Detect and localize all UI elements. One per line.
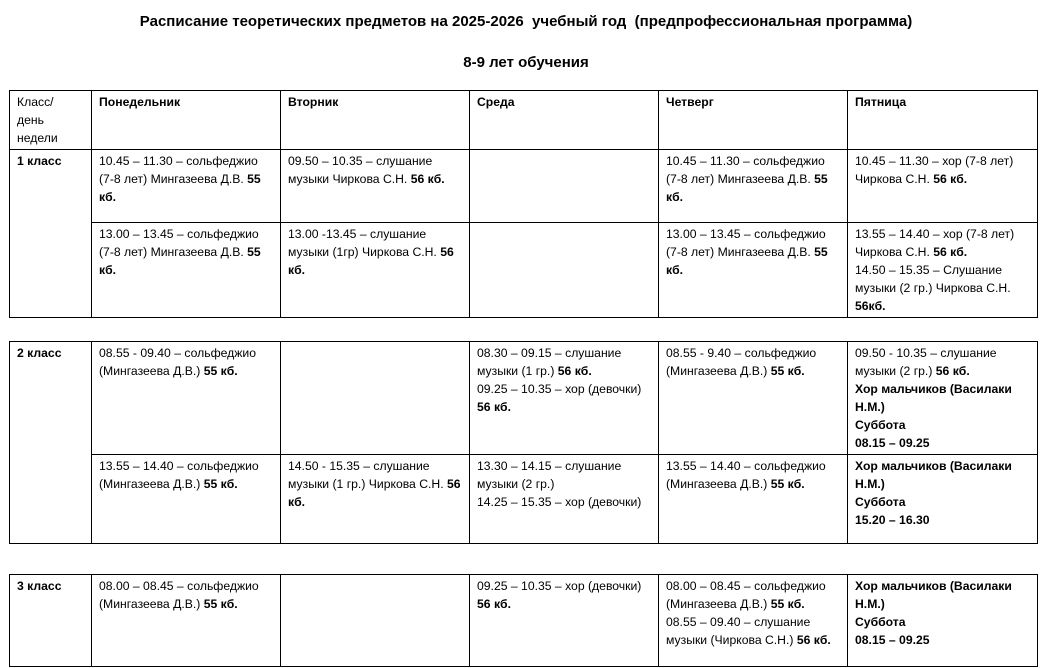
schedule-text: 08.00 – 08.45 – сольфеджио (Мингазеева Д.В.) bbox=[99, 579, 259, 611]
schedule-bold-text: Хор мальчиков (Василаки Н.М.) bbox=[855, 459, 1012, 491]
schedule-bold-text: 55 кб. bbox=[203, 364, 238, 378]
schedule-text: 09.50 – 10.35 – слушание музыки Чиркова С.Н. bbox=[288, 154, 433, 186]
day-header-monday: Понедельник bbox=[92, 91, 281, 150]
schedule-text: 09.25 – 10.35 – хор (девочки) bbox=[477, 579, 642, 593]
schedule-text: 10.45 – 11.30 – хор (7-8 лет) Чиркова С.Н. bbox=[855, 154, 1014, 186]
day-header-thursday: Четверг bbox=[659, 91, 848, 150]
schedule-bold-text: Хор мальчиков (Василаки Н.М.) bbox=[855, 382, 1012, 414]
schedule-bold-text: 15.20 – 16.30 bbox=[855, 513, 930, 527]
schedule-cell bbox=[848, 342, 1038, 455]
schedule-cell bbox=[659, 455, 848, 544]
schedule-bold-text: 08.15 – 09.25 bbox=[855, 436, 930, 450]
schedule-cell bbox=[281, 342, 470, 455]
schedule-cell bbox=[281, 150, 470, 223]
schedule-cell bbox=[92, 223, 281, 318]
schedule-text: 13.30 – 14.15 – слушание музыки (2 гр.) bbox=[477, 459, 622, 491]
page-subtitle: 8-9 лет обучения bbox=[463, 54, 589, 71]
schedule-cell bbox=[470, 223, 659, 318]
schedule-cell bbox=[92, 150, 281, 223]
schedule-table-grade-1 bbox=[9, 90, 1038, 318]
day-header-friday: Пятница bbox=[848, 91, 1038, 150]
schedule-text: 08.55 – 09.40 – слушание музыки (Чиркова С.Н.) bbox=[666, 615, 811, 647]
schedule-bold-text: 55 кб. bbox=[203, 597, 238, 611]
schedule-cell bbox=[848, 150, 1038, 223]
schedule-row bbox=[10, 342, 1038, 455]
schedule-row bbox=[10, 150, 1038, 223]
schedule-table-grade-2 bbox=[9, 341, 1038, 544]
schedule-text: 13.00 – 13.45 – сольфеджио (7-8 лет) Мингазеева Д.В. bbox=[666, 227, 826, 259]
schedule-text: 08.55 - 09.40 – сольфеджио (Мингазеева Д.В.) bbox=[99, 346, 256, 378]
schedule-bold-text: 55 кб. bbox=[99, 172, 261, 204]
schedule-cell bbox=[92, 575, 281, 667]
schedule-cell bbox=[659, 575, 848, 667]
corner-label-line: Класс/ bbox=[17, 95, 54, 109]
schedule-bold-text: 55 кб. bbox=[770, 364, 805, 378]
schedule-table-grade-3 bbox=[9, 574, 1038, 667]
schedule-text: 13.00 – 13.45 – сольфеджио (7-8 лет) Мингазеева Д.В. bbox=[99, 227, 259, 259]
schedule-text: 13.55 – 14.40 – хор (7-8 лет) Чиркова С.Н. bbox=[855, 227, 1015, 259]
schedule-bold-text: 56 кб. bbox=[288, 477, 461, 509]
schedule-bold-text: 55 кб. bbox=[99, 245, 261, 277]
schedule-cell bbox=[92, 342, 281, 455]
schedule-cell bbox=[281, 455, 470, 544]
schedule-bold-text: 56 кб. bbox=[933, 172, 968, 186]
day-header-wednesday: Среда bbox=[470, 91, 659, 150]
schedule-text: 08.55 - 9.40 – сольфеджио (Мингазеева Д.В.) bbox=[666, 346, 817, 378]
schedule-bold-text: Суббота bbox=[855, 418, 906, 432]
schedule-row bbox=[10, 223, 1038, 318]
corner-header-cell bbox=[10, 91, 92, 150]
schedule-cell bbox=[659, 342, 848, 455]
schedule-bold-text: 56кб. bbox=[855, 299, 886, 313]
schedule-text: 09.50 - 10.35 – слушание музыки (2 гр.) bbox=[855, 346, 997, 378]
schedule-bold-text: 08.15 – 09.25 bbox=[855, 633, 930, 647]
corner-label-line: недели bbox=[17, 131, 58, 145]
schedule-bold-text: 55 кб. bbox=[666, 245, 828, 277]
corner-label-line: день bbox=[17, 113, 44, 127]
schedule-cell bbox=[470, 342, 659, 455]
grade-label: 3 класс bbox=[10, 575, 92, 667]
schedule-bold-text: 56 кб. bbox=[557, 364, 592, 378]
schedule-text: 14.50 – 15.35 – Слушание музыки (2 гр.) Чиркова С.Н. bbox=[855, 263, 1011, 295]
schedule-bold-text: Суббота bbox=[855, 495, 906, 509]
schedule-row bbox=[10, 455, 1038, 544]
schedule-cell bbox=[848, 455, 1038, 544]
schedule-cell bbox=[659, 223, 848, 318]
schedule-row bbox=[10, 575, 1038, 667]
header-row bbox=[10, 91, 1038, 150]
schedule-bold-text: 56 кб. bbox=[796, 633, 831, 647]
schedule-bold-text: 56 кб. bbox=[410, 172, 445, 186]
schedule-text: 10.45 – 11.30 – сольфеджио (7-8 лет) Мингазеева Д.В. bbox=[99, 154, 258, 186]
page-title: Расписание теоретических предметов на 2025-2026 учебный год (предпрофессиональная программа) bbox=[139, 13, 913, 30]
schedule-cell bbox=[281, 223, 470, 318]
schedule-cell bbox=[92, 455, 281, 544]
schedule-text: 13.55 – 14.40 – сольфеджио (Мингазеева Д.В.) bbox=[666, 459, 826, 491]
schedule-bold-text: 56 кб. bbox=[477, 597, 511, 611]
schedule-bold-text: Хор мальчиков (Василаки Н.М.) bbox=[855, 579, 1012, 611]
schedule-bold-text: 55 кб. bbox=[666, 172, 828, 204]
schedule-text: 14.25 – 15.35 – хор (девочки) bbox=[477, 495, 642, 509]
schedule-bold-text: 56 кб. bbox=[935, 364, 970, 378]
schedule-text: 08.30 – 09.15 – слушание музыки (1 гр.) bbox=[477, 346, 622, 378]
schedule-cell bbox=[659, 150, 848, 223]
schedule-cell bbox=[281, 575, 470, 667]
schedule-cell bbox=[470, 150, 659, 223]
schedule-text: 14.50 - 15.35 – слушание музыки (1 гр.) Чиркова С.Н. bbox=[288, 459, 447, 491]
grade-label: 1 класс bbox=[10, 150, 92, 318]
schedule-bold-text: 55 кб. bbox=[770, 477, 805, 491]
schedule-cell bbox=[848, 575, 1038, 667]
grade-label: 2 класс bbox=[10, 342, 92, 544]
schedule-text: 13.00 -13.45 – слушание музыки (1гр) Чиркова С.Н. bbox=[288, 227, 441, 259]
schedule-bold-text: 56 кб. bbox=[288, 245, 454, 277]
schedule-bold-text: 56 кб. bbox=[477, 400, 511, 414]
schedule-text: 09.25 – 10.35 – хор (девочки) bbox=[477, 382, 642, 396]
day-header-tuesday: Вторник bbox=[281, 91, 470, 150]
schedule-cell bbox=[848, 223, 1038, 318]
schedule-cell bbox=[470, 575, 659, 667]
schedule-text: 13.55 – 14.40 – сольфеджио (Мингазеева Д.В.) bbox=[99, 459, 259, 491]
schedule-text: 08.00 – 08.45 – сольфеджио (Мингазеева Д.В.) bbox=[666, 579, 826, 611]
schedule-text: 10.45 – 11.30 – сольфеджио (7-8 лет) Мингазеева Д.В. bbox=[666, 154, 825, 186]
schedule-bold-text: Суббота bbox=[855, 615, 906, 629]
schedule-bold-text: 55 кб. bbox=[770, 597, 805, 611]
schedule-bold-text: 55 кб. bbox=[203, 477, 238, 491]
schedule-bold-text: 56 кб. bbox=[933, 245, 968, 259]
schedule-cell bbox=[470, 455, 659, 544]
